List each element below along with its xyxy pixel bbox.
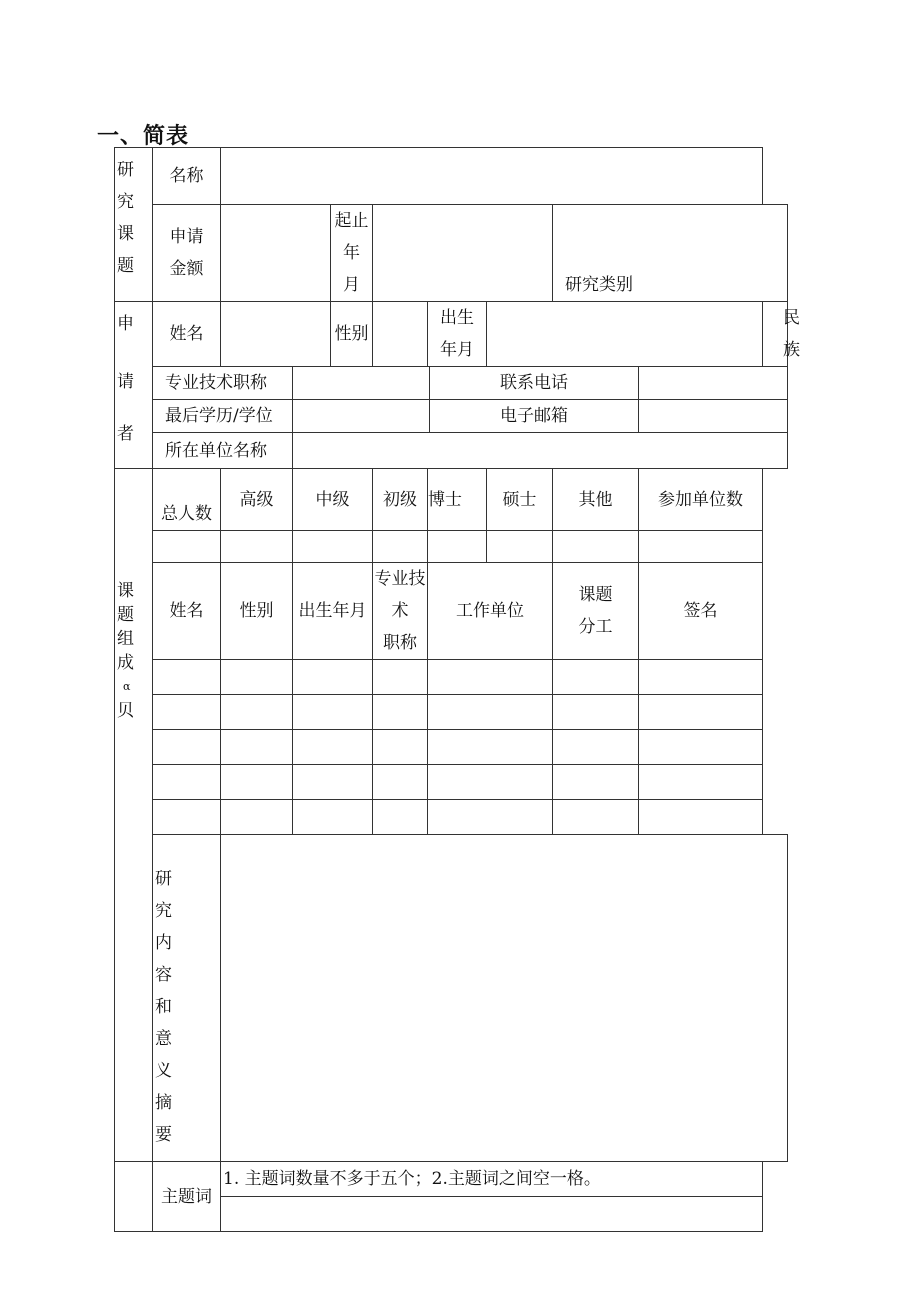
period-label-line: 月 <box>343 275 360 295</box>
member-header-unit: 工作单位 <box>428 563 553 660</box>
summary-section-char: 研 <box>155 869 172 889</box>
team-section-char: 成 <box>117 653 134 673</box>
member-header-title-line: 职称 <box>383 633 417 653</box>
member-gender-cell[interactable] <box>221 695 293 730</box>
project-section-char: 题 <box>117 256 134 276</box>
summary-section-char: 摘 <box>155 1093 172 1113</box>
count-other-field[interactable] <box>553 531 639 563</box>
member-title-cell[interactable] <box>373 765 428 800</box>
applicant-name-label: 姓名 <box>153 302 221 367</box>
applicant-birth-field[interactable] <box>487 302 763 367</box>
member-sign-cell[interactable] <box>639 800 763 835</box>
keywords-label: 主题词 <box>153 1162 221 1232</box>
team-section-label <box>115 469 153 1162</box>
applicant-email-field[interactable] <box>639 400 788 433</box>
applicant-unit-label: 所在单位名称 <box>153 433 293 469</box>
member-title-cell[interactable] <box>373 660 428 695</box>
summary-section-char: 要 <box>155 1125 172 1145</box>
member-role-cell[interactable] <box>553 695 639 730</box>
birth-label-line: 出生 <box>440 308 474 328</box>
member-sign-cell[interactable] <box>639 660 763 695</box>
category-label: 研究类别 <box>553 205 788 302</box>
project-section-char: 研 <box>117 160 134 180</box>
amount-label <box>153 205 221 302</box>
member-unit-cell[interactable] <box>428 765 553 800</box>
member-header-role-line: 课题 <box>578 585 613 605</box>
birth-label-line: 年月 <box>440 340 474 360</box>
project-name-field[interactable] <box>221 148 763 205</box>
member-header-role-line: 分工 <box>578 617 613 637</box>
applicant-phone-field[interactable] <box>639 367 788 400</box>
applicant-degree-field[interactable] <box>293 400 430 433</box>
member-row <box>115 695 788 730</box>
member-sign-cell[interactable] <box>639 730 763 765</box>
summary-section-char: 内 <box>155 933 172 953</box>
ethnicity-label-line: 民 <box>783 308 801 328</box>
summary-section-char: 义 <box>155 1061 172 1081</box>
member-sign-cell[interactable] <box>639 765 763 800</box>
member-role-cell[interactable] <box>553 765 639 800</box>
member-unit-cell[interactable] <box>428 730 553 765</box>
count-units-field[interactable] <box>639 531 763 563</box>
member-row <box>115 765 788 800</box>
applicant-name-field[interactable] <box>221 302 331 367</box>
member-gender-cell[interactable] <box>221 660 293 695</box>
applicant-phone-label: 联系电话 <box>430 367 639 400</box>
member-header-title <box>373 563 428 660</box>
applicant-ethnicity-label <box>763 302 801 367</box>
keywords-section-blank <box>115 1162 153 1232</box>
member-role-cell[interactable] <box>553 730 639 765</box>
member-unit-cell[interactable] <box>428 800 553 835</box>
member-title-cell[interactable] <box>373 695 428 730</box>
summary-section-char: 究 <box>155 901 172 921</box>
member-birth-cell[interactable] <box>293 695 373 730</box>
applicant-section-char: 者 <box>117 424 134 444</box>
member-header-role <box>553 563 639 660</box>
member-title-cell[interactable] <box>373 800 428 835</box>
count-middle-field[interactable] <box>293 531 373 563</box>
member-name-cell[interactable] <box>153 695 221 730</box>
applicant-section-label <box>115 302 153 469</box>
member-header-birth: 出生年月 <box>293 563 373 660</box>
team-section-char: 课 <box>117 581 134 601</box>
summary-field[interactable] <box>221 835 788 1162</box>
count-header-other: 其他 <box>553 469 639 531</box>
summary-section-char: 容 <box>155 965 172 985</box>
member-name-cell[interactable] <box>153 800 221 835</box>
member-row <box>115 660 788 695</box>
member-role-cell[interactable] <box>553 660 639 695</box>
applicant-section-char: 申 <box>117 314 134 334</box>
member-birth-cell[interactable] <box>293 800 373 835</box>
member-gender-cell[interactable] <box>221 800 293 835</box>
count-master-field[interactable] <box>487 531 553 563</box>
team-section-char: 贝 <box>117 701 134 721</box>
count-junior-field[interactable] <box>373 531 428 563</box>
member-name-cell[interactable] <box>153 765 221 800</box>
member-sign-cell[interactable] <box>639 695 763 730</box>
count-total-field[interactable] <box>153 531 221 563</box>
count-senior-field[interactable] <box>221 531 293 563</box>
summary-section-char: 意 <box>155 1029 172 1049</box>
applicant-gender-label: 性别 <box>331 302 373 367</box>
ethnicity-label-line: 族 <box>783 340 801 360</box>
member-header-name: 姓名 <box>153 563 221 660</box>
count-header-phd: 博士 <box>428 469 487 531</box>
member-birth-cell[interactable] <box>293 660 373 695</box>
keywords-field[interactable] <box>221 1197 763 1232</box>
count-phd-field[interactable] <box>428 531 487 563</box>
applicant-email-label: 电子邮箱 <box>430 400 639 433</box>
member-title-cell[interactable] <box>373 730 428 765</box>
applicant-title-field[interactable] <box>293 367 430 400</box>
amount-field[interactable] <box>221 205 331 302</box>
team-section-char: 组 <box>117 629 134 649</box>
summary-section-char: 和 <box>155 997 172 1017</box>
period-label-line: 起止年 <box>334 211 369 263</box>
applicant-degree-label: 最后学历/学位 <box>153 400 293 433</box>
project-section-char: 究 <box>117 192 134 212</box>
count-header-total: 总人数 <box>153 469 221 531</box>
page-title: 一、简表 <box>97 124 190 149</box>
summary-form-table <box>114 147 801 1232</box>
team-section-char: 题 <box>117 605 134 625</box>
member-header-title-line: 专业技术 <box>374 569 426 621</box>
amount-label-line: 申请 <box>169 227 204 247</box>
count-header-middle: 中级 <box>293 469 373 531</box>
member-row <box>115 800 788 835</box>
count-header-master: 硕士 <box>487 469 553 531</box>
summary-section-label <box>153 835 221 1162</box>
member-birth-cell[interactable] <box>293 765 373 800</box>
member-role-cell[interactable] <box>553 800 639 835</box>
applicant-birth-label <box>428 302 487 367</box>
applicant-gender-field[interactable] <box>373 302 428 367</box>
applicant-section-char: 请 <box>117 372 134 392</box>
amount-label-line: 金额 <box>169 259 204 279</box>
member-birth-cell[interactable] <box>293 730 373 765</box>
project-section-label <box>115 148 153 302</box>
count-header-junior: 初级 <box>373 469 428 531</box>
keywords-note: 1. 主题词数量不多于五个；2.主题词之间空一格。 <box>221 1162 763 1197</box>
applicant-title-label: 专业技术职称 <box>153 367 293 400</box>
member-name-cell[interactable] <box>153 660 221 695</box>
member-gender-cell[interactable] <box>221 765 293 800</box>
member-row <box>115 730 788 765</box>
period-label <box>331 205 373 302</box>
project-section-char: 课 <box>117 224 134 244</box>
applicant-unit-field[interactable] <box>293 433 788 469</box>
member-header-sign: 签名 <box>639 563 763 660</box>
member-unit-cell[interactable] <box>428 660 553 695</box>
member-gender-cell[interactable] <box>221 730 293 765</box>
count-header-units: 参加单位数 <box>639 469 763 531</box>
member-header-gender: 性别 <box>221 563 293 660</box>
team-section-marker: α <box>123 680 131 693</box>
count-header-senior: 高级 <box>221 469 293 531</box>
project-name-label: 名称 <box>153 148 221 205</box>
member-unit-cell[interactable] <box>428 695 553 730</box>
member-name-cell[interactable] <box>153 730 221 765</box>
period-field[interactable] <box>373 205 553 302</box>
